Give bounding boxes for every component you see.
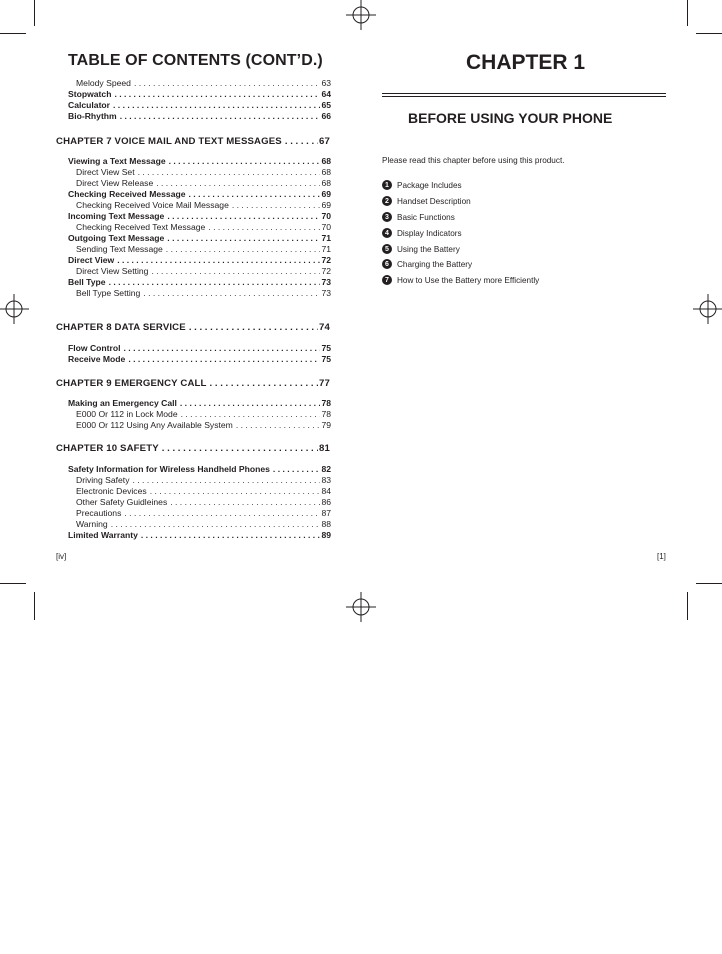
chapter-item-label: Package Includes (397, 180, 462, 190)
toc-dot-leader (114, 89, 320, 100)
toc-entry-title: Safety Information for Wireless Handheld Phones (68, 464, 270, 474)
toc-dot-leader (181, 409, 321, 420)
toc-entry-title: Melody Speed (76, 78, 131, 88)
toc-entry (68, 211, 331, 222)
toc-entry-title: Limited Warranty (68, 530, 138, 540)
toc-dot-leader (150, 486, 321, 497)
title-rule-top (382, 93, 666, 94)
chapter-item-label: Handset Description (397, 196, 471, 206)
toc-entry-title: Direct View Release (76, 178, 154, 188)
toc-entry-page: 63 (321, 78, 331, 88)
chapter-item (382, 275, 539, 285)
toc-entry (68, 89, 331, 100)
toc-entry-title: Driving Safety (76, 475, 130, 485)
toc-entry (68, 111, 331, 122)
toc-dot-leader (113, 100, 320, 111)
toc-entry-page: 69 (321, 189, 331, 199)
toc-chapter-entry (56, 136, 330, 147)
number-circle-icon: 3 (382, 212, 392, 222)
toc-dot-leader (180, 398, 321, 409)
chapter-item (382, 212, 455, 222)
toc-entry-page: 67 (319, 136, 330, 147)
toc-dot-leader (120, 111, 321, 122)
number-circle-icon: 4 (382, 228, 392, 238)
toc-dot-leader (111, 519, 321, 530)
toc-entry-page: 75 (321, 354, 331, 364)
toc-entry-page: 87 (321, 508, 331, 518)
toc-entry-title: Calculator (68, 100, 111, 110)
toc-dot-leader (128, 354, 320, 365)
toc-dot-leader (167, 233, 320, 244)
toc-entry-page: 70 (321, 222, 331, 232)
toc-entry-title: Warning (76, 519, 108, 529)
toc-entry-page: 64 (321, 89, 331, 99)
toc-entry-title: Checking Received Text Message (76, 222, 206, 232)
title-rule-bottom (382, 96, 666, 97)
toc-chapter-entry (56, 443, 330, 454)
toc-dot-leader (170, 497, 320, 508)
chapter-item (382, 244, 460, 254)
toc-entry (68, 189, 331, 200)
toc-entry-page: 89 (321, 530, 331, 540)
toc-entry-title: CHAPTER 9 EMERGENCY CALL (56, 378, 207, 389)
toc-dot-leader (169, 156, 321, 167)
toc-entry-page: 74 (319, 322, 330, 333)
toc-dot-leader (143, 288, 320, 299)
number-circle-icon: 5 (382, 244, 392, 254)
toc-entry-page: 75 (321, 343, 331, 353)
toc-entry-page: 81 (319, 443, 330, 454)
toc-entry (68, 156, 331, 167)
toc-dot-leader (166, 244, 321, 255)
chapter-title: CHAPTER 1 (466, 51, 586, 74)
toc-entry-title: Other Safety Guidleines (76, 497, 168, 507)
right-page-number: [1] (657, 552, 666, 561)
toc-dot-leader (232, 200, 321, 211)
number-circle-icon: 1 (382, 180, 392, 190)
toc-entry (76, 288, 331, 299)
toc-dot-leader (273, 464, 321, 475)
toc-dot-leader (208, 222, 320, 233)
toc-entry-title: CHAPTER 10 SAFETY (56, 443, 159, 454)
chapter-item-label: Using the Battery (397, 244, 460, 254)
toc-dot-leader (138, 167, 321, 178)
toc-entry-title: Outgoing Text Message (68, 233, 165, 243)
toc-dot-leader (285, 136, 318, 147)
left-page-number: [iv] (56, 552, 67, 561)
toc-entry (68, 354, 331, 365)
toc-dot-leader (124, 343, 321, 354)
toc-entry-title: E000 Or 112 Using Any Available System (76, 420, 233, 430)
toc-dot-leader (109, 277, 321, 288)
toc-entry-page: 78 (321, 398, 331, 408)
toc-entry-page: 83 (321, 475, 331, 485)
toc-entry (76, 519, 331, 530)
toc-dot-leader (156, 178, 320, 189)
number-circle-icon: 6 (382, 259, 392, 269)
chapter-item-label: Charging the Battery (397, 259, 473, 269)
toc-dot-leader (189, 189, 321, 200)
toc-dot-leader (151, 266, 320, 277)
toc-entry-title: Direct View Set (76, 167, 135, 177)
toc-entry-title: Receive Mode (68, 354, 126, 364)
registration-mark-top-icon (346, 0, 376, 30)
toc-entry-title: Checking Received Message (68, 189, 186, 199)
toc-entry-page: 70 (321, 211, 331, 221)
toc-entry-title: CHAPTER 7 VOICE MAIL AND TEXT MESSAGES (56, 136, 282, 147)
toc-entry-page: 69 (321, 200, 331, 210)
registration-mark-bottom-icon (346, 592, 376, 622)
toc-entry-title: Bell Type (68, 277, 106, 287)
chapter-item-label: Basic Functions (397, 212, 455, 222)
toc-entry-title: Sending Text Message (76, 244, 163, 254)
toc-dot-leader (124, 508, 320, 519)
number-circle-icon: 7 (382, 275, 392, 285)
toc-entry-page: 66 (321, 111, 331, 121)
toc-entry-title: Making an Emergency Call (68, 398, 177, 408)
toc-entry (76, 222, 331, 233)
toc-entry (76, 486, 331, 497)
chapter-item (382, 259, 472, 269)
toc-entry-title: E000 Or 112 in Lock Mode (76, 409, 178, 419)
toc-entry-page: 88 (321, 519, 331, 529)
toc-entry (68, 255, 331, 266)
toc-dot-leader (210, 378, 318, 389)
toc-entry (76, 266, 331, 277)
toc-entry-page: 68 (321, 167, 331, 177)
toc-dot-leader (189, 322, 318, 333)
toc-dot-leader (117, 255, 320, 266)
registration-mark-left-icon (0, 294, 29, 324)
toc-dot-leader (141, 530, 321, 541)
toc-entry-title: Stopwatch (68, 89, 112, 99)
toc-entry-page: 73 (321, 288, 331, 298)
toc-entry (76, 508, 331, 519)
toc-entry-page: 82 (321, 464, 331, 474)
toc-entry-page: 77 (319, 378, 330, 389)
toc-entry-title: Flow Control (68, 343, 121, 353)
toc-entry-title: Bio-Rhythm (68, 111, 117, 121)
toc-entry-page: 68 (321, 156, 331, 166)
toc-entry-page: 86 (321, 497, 331, 507)
toc-entry (76, 475, 331, 486)
toc-dot-leader (167, 211, 320, 222)
chapter-item-label: Display Indicators (397, 228, 462, 238)
toc-dot-leader (236, 420, 321, 431)
toc-entry (68, 530, 331, 541)
toc-entry (76, 244, 331, 255)
toc-entry (76, 167, 331, 178)
toc-entry (76, 420, 331, 431)
toc-entry-title: Direct View Setting (76, 266, 149, 276)
toc-entry-title: Bell Type Setting (76, 288, 141, 298)
toc-entry-page: 65 (321, 100, 331, 110)
chapter-item-label: How to Use the Battery more Efficiently (397, 275, 540, 285)
toc-entry-page: 72 (321, 266, 331, 276)
toc-entry (76, 409, 331, 420)
toc-entry (68, 100, 331, 111)
toc-entry-title: Viewing a Text Message (68, 156, 166, 166)
toc-entry (76, 200, 331, 211)
toc-entry-title: Direct View (68, 255, 115, 265)
intro-text: Please read this chapter before using this product. (382, 156, 565, 165)
toc-chapter-entry (56, 378, 330, 389)
toc-entry-title: Incoming Text Message (68, 211, 165, 221)
toc-entry-title: Precautions (76, 508, 122, 518)
toc-entry-page: 71 (321, 233, 331, 243)
number-circle-icon: 2 (382, 196, 392, 206)
toc-chapter-entry (56, 322, 330, 333)
chapter-item (382, 180, 462, 190)
toc-entry-page: 71 (321, 244, 331, 254)
toc-entry (76, 78, 331, 89)
toc-entry (76, 497, 331, 508)
toc-dot-leader (162, 443, 318, 454)
toc-entry-title: Electronic Devices (76, 486, 147, 496)
toc-entry-page: 79 (321, 420, 331, 430)
toc-entry-page: 68 (321, 178, 331, 188)
toc-entry (68, 398, 331, 409)
toc-entry-page: 73 (321, 277, 331, 287)
toc-entry (68, 464, 331, 475)
registration-mark-right-icon (693, 294, 722, 324)
toc-dot-leader (133, 475, 321, 486)
chapter-item (382, 228, 462, 238)
toc-entry (76, 178, 331, 189)
toc-entry-page: 72 (321, 255, 331, 265)
toc-entry-title: Checking Received Voice Mail Message (76, 200, 229, 210)
toc-entry-page: 84 (321, 486, 331, 496)
toc-entry-title: CHAPTER 8 DATA SERVICE (56, 322, 186, 333)
section-title: BEFORE USING YOUR PHONE (408, 110, 613, 126)
toc-title: TABLE OF CONTENTS (CONT’D.) (68, 52, 323, 69)
toc-entry (68, 343, 331, 354)
toc-entry (68, 233, 331, 244)
toc-dot-leader (134, 78, 320, 89)
chapter-item (382, 196, 471, 206)
toc-entry (68, 277, 331, 288)
toc-entry-page: 78 (321, 409, 331, 419)
